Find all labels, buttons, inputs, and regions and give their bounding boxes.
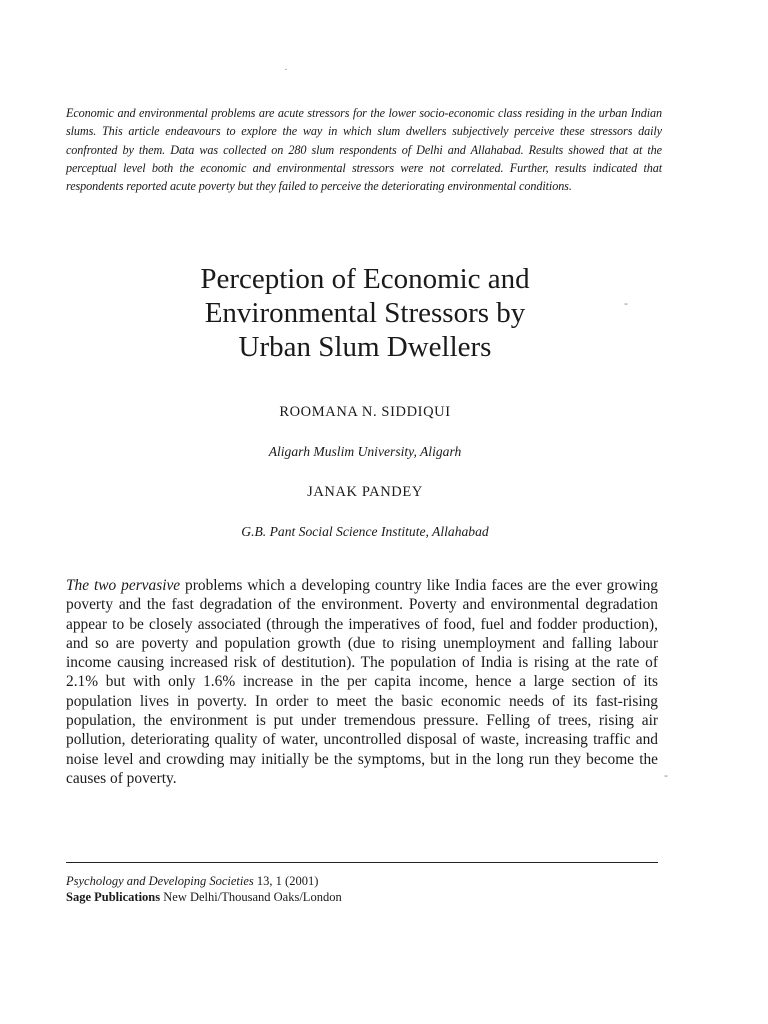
footer-rule [66, 862, 658, 863]
journal-citation [66, 874, 318, 889]
title-line-1: Perception of Economic and [200, 263, 530, 295]
scan-speck: - [624, 296, 628, 310]
author-affiliation-2: G.B. Pant Social Science Institute, Allahabad [241, 524, 489, 539]
author-name-1: ROOMANA N. SIDDIQUI [279, 404, 451, 420]
body-paragraph [66, 576, 658, 788]
body-text: problems which a developing country like India faces are the ever growing poverty and the fast degradation of the environment. Poverty and environmental degradation appear to be closely associated (through the imperatives of food, fuel and fodder production), and so are poverty and population growth (due to rising unemployment and falling labour income causing increased risk of destitution). The population of India is rising at the rate of 2.1% but with only 1.6% increase in the per capita income, hence a large section of its population lives in poverty. In order to meet the basic economic needs of its fast-rising population, the environment is put under tremendous pressure. Felling of trees, rising air pollution, deteriorating quality of water, uncontrolled disposal of waste, increasing traffic and noise level and crowding may initially be the symptoms, but in the long run they become the causes of poverty. [66, 577, 658, 787]
journal-name: Psychology and Developing Societies [66, 874, 254, 888]
title-line-3: Urban Slum Dwellers [238, 331, 492, 363]
scan-speck: · [284, 62, 288, 76]
publisher-name: Sage Publications [66, 890, 161, 904]
author-affiliation-1: Aligarh Muslim University, Aligarh [268, 444, 462, 459]
body-lead: The two pervasive [66, 577, 181, 594]
journal-volume: 13, 1 (2001) [253, 874, 319, 888]
publisher-line [66, 890, 342, 905]
publisher-location: New Delhi/Thousand Oaks/London [160, 890, 342, 904]
author-name-2: JANAK PANDEY [307, 484, 423, 500]
title-line-2: Environmental Stressors by [204, 297, 526, 329]
abstract: Economic and environmental problems are acute stressors for the lower socio-economic class residing in the urban Indian slums. This article endeavours to explore the way in which slum dwellers subjectively perceive these stressors daily confronted by them. Data was collected on 280 slum respondents of Delhi and Allahabad. Results showed that at the perceptual level both the economic and environmental stressors were not correlated. Further, results indicated that respondents reported acute poverty but they failed to perceive the deteriorating environmental conditions. [66, 106, 662, 194]
scan-speck: - [664, 768, 668, 782]
article-title [100, 262, 630, 364]
